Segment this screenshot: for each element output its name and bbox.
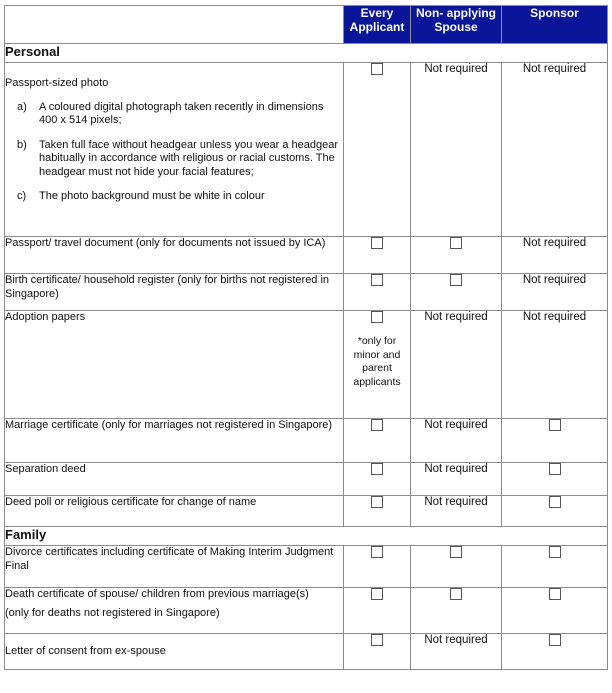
cell-nonapplying xyxy=(411,274,502,311)
cell-nonapplying xyxy=(411,588,502,634)
table-row xyxy=(5,588,608,634)
cell-every xyxy=(344,237,411,274)
cell-sponsor xyxy=(502,588,608,634)
checkbox[interactable] xyxy=(450,237,462,249)
cell-sponsor: Not required xyxy=(502,63,608,237)
checkbox[interactable] xyxy=(549,546,561,558)
item-divorce: Divorce certificates including certificate of Making Interim Judgment Final xyxy=(5,546,344,588)
checkbox[interactable] xyxy=(371,419,383,431)
cell-sponsor: Not required xyxy=(502,237,608,274)
list-text: Taken full face without headgear unless you wear a headgear habitually in accordance with religious or racial customs. The headgear must not hide your facial features; xyxy=(39,138,339,178)
item-deed-poll: Deed poll or religious certificate for change of name xyxy=(5,496,344,527)
checkbox[interactable] xyxy=(549,634,561,646)
section-title-personal: Personal xyxy=(5,44,608,63)
list-marker: c) xyxy=(17,190,27,202)
cell-every xyxy=(344,588,411,634)
table-row xyxy=(5,463,608,496)
list-item xyxy=(5,101,343,128)
list-item xyxy=(5,139,343,180)
cell-every xyxy=(344,274,411,311)
cell-every xyxy=(344,63,411,237)
cell-nonapplying: Not required xyxy=(411,311,502,419)
checkbox[interactable] xyxy=(371,496,383,508)
item-death xyxy=(5,588,344,634)
section-row-personal xyxy=(5,44,608,63)
checkbox[interactable] xyxy=(371,274,383,286)
cell-sponsor: Not required xyxy=(502,274,608,311)
cell-sponsor xyxy=(502,546,608,588)
cell-sponsor xyxy=(502,463,608,496)
header-blank-cell xyxy=(5,6,344,44)
list-marker: a) xyxy=(17,100,27,113)
cell-nonapplying xyxy=(411,237,502,274)
cell-nonapplying: Not required xyxy=(411,463,502,496)
cell-sponsor xyxy=(502,634,608,670)
cell-every xyxy=(344,496,411,527)
item-consent: Letter of consent from ex-spouse xyxy=(5,634,344,670)
checkbox[interactable] xyxy=(450,274,462,286)
cell-nonapplying: Not required xyxy=(411,63,502,237)
cell-nonapplying: Not required xyxy=(411,634,502,670)
table-row xyxy=(5,546,608,588)
item-separation: Separation deed xyxy=(5,463,344,496)
item-label-note: (only for deaths not registered in Singapore) xyxy=(5,606,220,619)
cell-nonapplying: Not required xyxy=(411,419,502,463)
table-row xyxy=(5,311,608,419)
header-sponsor: Sponsor xyxy=(502,6,608,44)
item-label: Death certificate of spouse/ children from previous marriage(s) xyxy=(5,588,309,600)
header-row xyxy=(5,6,608,44)
header-non-applying-spouse: Non- applying Spouse xyxy=(411,6,502,44)
item-label: Passport-sized photo xyxy=(5,77,109,89)
checkbox[interactable] xyxy=(371,588,383,600)
checkbox[interactable] xyxy=(549,588,561,600)
cell-every xyxy=(344,546,411,588)
section-row-family xyxy=(5,527,608,546)
checkbox[interactable] xyxy=(371,311,383,323)
list-text: A coloured digital photograph taken recently in dimensions 400 x 514 pixels; xyxy=(39,100,324,126)
checkbox[interactable] xyxy=(371,634,383,646)
cell-nonapplying: Not required xyxy=(411,496,502,527)
table-row xyxy=(5,634,608,670)
table-row xyxy=(5,419,608,463)
table-row xyxy=(5,274,608,311)
cell-sponsor: Not required xyxy=(502,311,608,419)
table-row xyxy=(5,237,608,274)
photo-requirements-list xyxy=(5,101,343,204)
cell-every xyxy=(344,463,411,496)
cell-every xyxy=(344,634,411,670)
cell-sponsor xyxy=(502,496,608,527)
checkbox[interactable] xyxy=(371,463,383,475)
checkbox[interactable] xyxy=(450,546,462,558)
adoption-note: *only for minor and parent applicants xyxy=(353,335,401,388)
documents-table xyxy=(4,5,608,670)
list-marker: b) xyxy=(17,138,27,151)
item-photo xyxy=(5,63,344,237)
list-item xyxy=(5,190,343,204)
cell-sponsor xyxy=(502,419,608,463)
section-title-family: Family xyxy=(5,527,608,546)
checkbox[interactable] xyxy=(371,546,383,558)
checkbox[interactable] xyxy=(450,588,462,600)
checkbox[interactable] xyxy=(371,237,383,249)
table-row xyxy=(5,63,608,237)
item-adoption: Adoption papers xyxy=(5,311,344,419)
checkbox[interactable] xyxy=(371,63,383,75)
item-birth: Birth certificate/ household register (only for births not registered in Singapore) xyxy=(5,274,344,311)
cell-nonapplying xyxy=(411,546,502,588)
cell-every xyxy=(344,311,411,419)
checkbox[interactable] xyxy=(549,419,561,431)
cell-every xyxy=(344,419,411,463)
checkbox[interactable] xyxy=(549,496,561,508)
item-passport: Passport/ travel document (only for documents not issued by ICA) xyxy=(5,237,344,274)
checkbox[interactable] xyxy=(549,463,561,475)
table-row xyxy=(5,496,608,527)
header-every-applicant: Every Applicant xyxy=(344,6,411,44)
item-marriage: Marriage certificate (only for marriages not registered in Singapore) xyxy=(5,419,344,463)
list-text: The photo background must be white in colour xyxy=(39,190,265,202)
